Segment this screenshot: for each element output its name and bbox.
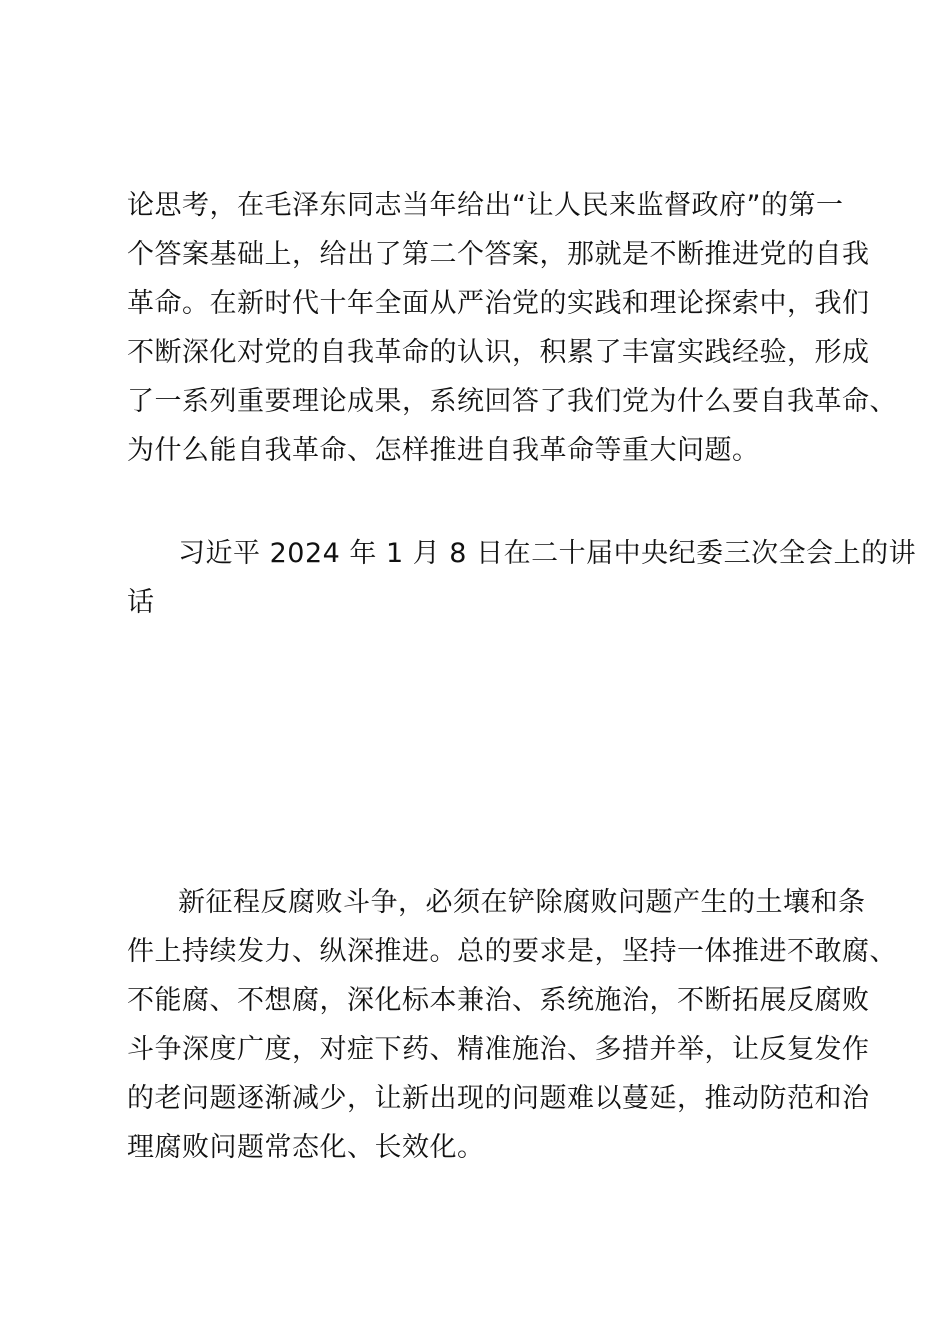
paragraph-line: 了一系列重要理论成果，系统回答了我们党为什么要自我革命、 bbox=[127, 386, 897, 417]
paragraph-line: 不能腐、不想腐，深化标本兼治、系统施治，不断拓展反腐败 bbox=[127, 985, 870, 1016]
paragraph-line: 论思考，在毛泽东同志当年给出“让人民来监督政府”的第一 bbox=[127, 190, 844, 221]
paragraph-line: 为什么能自我革命、怎样推进自我革命等重大问题。 bbox=[127, 435, 760, 466]
paragraph-line: 的老问题逐渐减少，让新出现的问题难以蔓延，推动防范和治 bbox=[127, 1083, 870, 1114]
paragraph-line: 斗争深度广度，对症下药、精准施治、多措并举，让反复发作 bbox=[127, 1034, 870, 1065]
source-note-line: 话 bbox=[127, 587, 155, 618]
paragraph-line: 新征程反腐败斗争，必须在铲除腐败问题产生的土壤和条 bbox=[178, 887, 866, 918]
source-note-line: 习近平 2024 年 1 月 8 日在二十届中央纪委三次全会上的讲 bbox=[178, 538, 917, 569]
paragraph-line: 理腐败问题常态化、长效化。 bbox=[127, 1132, 485, 1163]
paragraph-line: 不断深化对党的自我革命的认识，积累了丰富实践经验，形成 bbox=[127, 337, 870, 368]
paragraph-line: 个答案基础上，给出了第二个答案，那就是不断推进党的自我 bbox=[127, 239, 870, 270]
paragraph-line: 件上持续发力、纵深推进。总的要求是，坚持一体推进不敢腐、 bbox=[127, 936, 897, 967]
paragraph-line: 革命。在新时代十年全面从严治党的实践和理论探索中，我们 bbox=[127, 288, 870, 319]
